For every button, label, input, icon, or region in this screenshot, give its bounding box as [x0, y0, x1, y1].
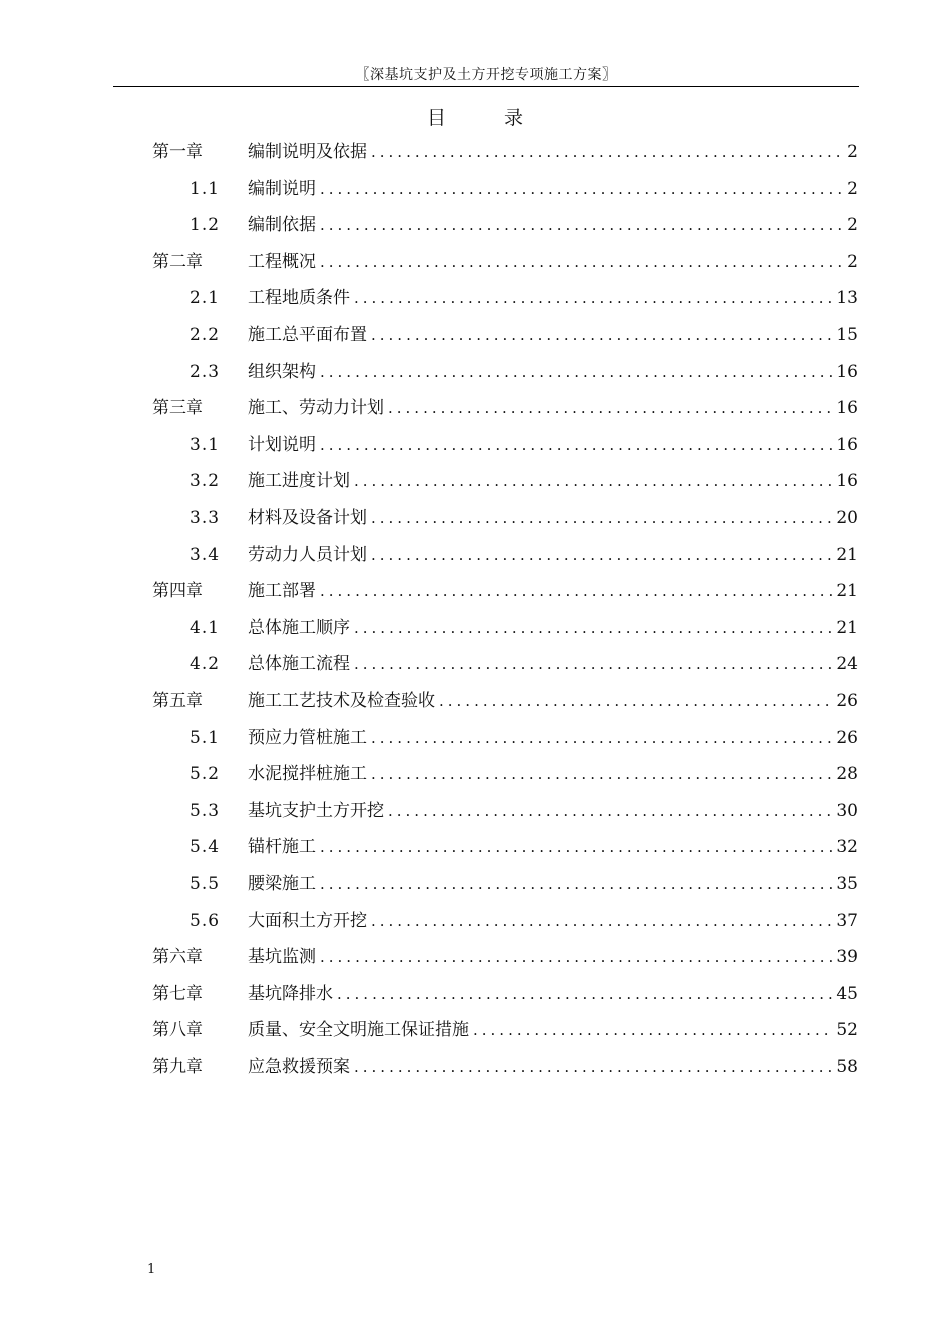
toc-entry[interactable]	[0, 360, 950, 384]
toc-entry-number: 2.1	[190, 288, 221, 309]
toc-entry-line	[248, 982, 858, 1006]
document-header-title: 〖深基坑支护及土方开挖专项施工方案〗	[355, 67, 617, 83]
toc-entry-line	[248, 1055, 858, 1079]
toc-entry-line	[248, 286, 858, 310]
toc-dot-leader	[320, 579, 832, 603]
toc-entry-page: 24	[836, 654, 858, 675]
toc-entry[interactable]	[0, 433, 950, 457]
toc-entry-title: 施工总平面布置	[248, 325, 367, 345]
toc-entry-title: 应急救援预案	[248, 1057, 350, 1077]
toc-entry-title: 组织架构	[248, 361, 316, 382]
toc-entry-page: 26	[836, 727, 858, 748]
toc-entry-line	[248, 323, 858, 347]
toc-entry-line	[248, 140, 858, 164]
toc-entry-line	[248, 360, 858, 384]
toc-entry[interactable]	[0, 323, 950, 347]
toc-entry-line	[248, 543, 858, 567]
toc-dot-leader	[354, 1055, 832, 1079]
toc-entry-number: 2.2	[190, 325, 221, 345]
toc-entry-page: 21	[836, 581, 858, 602]
toc-entry-line	[248, 616, 858, 640]
toc-entry[interactable]	[0, 543, 950, 567]
toc-entry-page: 21	[836, 617, 858, 638]
toc-entry-title: 腰梁施工	[248, 874, 316, 894]
toc-entry-title: 锚杆施工	[248, 837, 316, 858]
toc-dot-leader	[320, 250, 843, 274]
toc-entry-title: 编制依据	[248, 215, 316, 236]
toc-dot-leader	[439, 689, 832, 713]
toc-entry-line	[248, 433, 858, 457]
toc-dot-leader	[320, 945, 832, 969]
toc-entry-page: 21	[836, 544, 858, 565]
toc-entry-page: 39	[836, 947, 858, 968]
toc-entry-page: 13	[836, 288, 858, 309]
toc-entry-title: 基坑降排水	[248, 983, 333, 1004]
toc-entry-number: 第三章	[152, 398, 203, 419]
toc-dot-leader	[320, 835, 832, 859]
toc-entry-title: 水泥搅拌桩施工	[248, 764, 367, 785]
toc-dot-leader	[354, 286, 832, 310]
toc-entry-line	[248, 909, 858, 933]
toc-entry-page: 45	[836, 983, 858, 1004]
toc-dot-leader	[473, 1018, 832, 1042]
toc-entry-title: 工程概况	[248, 251, 316, 272]
toc-entry[interactable]	[0, 469, 950, 493]
toc-entry-title: 劳动力人员计划	[248, 544, 367, 565]
toc-entry-line	[248, 1018, 858, 1042]
toc-entry-page: 20	[836, 508, 858, 528]
toc-entry-number: 5.3	[190, 800, 221, 821]
toc-entry-number: 5.6	[190, 910, 221, 931]
toc-entry-number: 5.2	[190, 764, 221, 785]
toc-entry-title: 预应力管桩施工	[248, 727, 367, 748]
toc-entry[interactable]	[0, 652, 950, 676]
toc-entry-page: 2	[847, 142, 858, 162]
toc-entry[interactable]	[0, 616, 950, 640]
toc-entry-line	[248, 250, 858, 274]
toc-entry-title: 大面积土方开挖	[248, 910, 367, 931]
toc-entry-page: 2	[847, 251, 858, 272]
toc-entry-line	[248, 652, 858, 676]
toc-dot-leader	[354, 652, 832, 676]
toc-title-right: 录	[504, 107, 524, 129]
toc-entry-number: 第二章	[152, 251, 203, 272]
toc-entry-page: 30	[836, 800, 858, 821]
toc-entry-title: 计划说明	[248, 434, 316, 455]
toc-entry-number: 3.4	[190, 544, 221, 565]
toc-entry-title: 编制说明	[248, 178, 316, 199]
toc-dot-leader	[371, 726, 832, 750]
toc-entry-title: 基坑支护土方开挖	[248, 800, 384, 821]
toc-entry-number: 4.1	[190, 617, 221, 638]
toc-entry-title: 材料及设备计划	[248, 508, 367, 528]
toc-entry[interactable]	[0, 726, 950, 750]
toc-entry[interactable]	[0, 213, 950, 237]
toc-entry-page: 58	[836, 1057, 858, 1077]
toc-entry-number: 1.1	[190, 178, 221, 199]
toc-entry-title: 质量、安全文明施工保证措施	[248, 1020, 469, 1041]
toc-entry-number: 第九章	[152, 1057, 203, 1077]
toc-entry[interactable]	[0, 286, 950, 310]
toc-entry[interactable]	[0, 799, 950, 823]
page-number: 1	[147, 1262, 156, 1277]
toc-entry[interactable]	[0, 689, 950, 713]
toc-entry-page: 16	[836, 361, 858, 382]
toc-entry[interactable]	[0, 945, 950, 969]
toc-title	[0, 103, 950, 130]
toc-entry-number: 第七章	[152, 983, 203, 1004]
toc-dot-leader	[371, 909, 832, 933]
toc-entry-title: 施工进度计划	[248, 471, 350, 492]
toc-entry[interactable]	[0, 250, 950, 274]
toc-entry-line	[248, 762, 858, 786]
toc-entry-page: 37	[836, 910, 858, 931]
toc-entry-line	[248, 177, 858, 201]
toc-entry[interactable]	[0, 835, 950, 859]
toc-entry-title: 施工工艺技术及检查验收	[248, 691, 435, 711]
toc-entry-title: 基坑监测	[248, 947, 316, 968]
toc-entry-number: 第一章	[152, 142, 203, 162]
toc-entry-number: 3.3	[190, 508, 221, 528]
toc-entry-line	[248, 872, 858, 896]
toc-entry[interactable]	[0, 177, 950, 201]
toc-entry[interactable]	[0, 909, 950, 933]
toc-dot-leader	[388, 396, 832, 420]
toc-entry-number: 1.2	[190, 215, 221, 236]
toc-entry-line	[248, 469, 858, 493]
toc-dot-leader	[371, 140, 843, 164]
toc-dot-leader	[337, 982, 832, 1006]
toc-dot-leader	[320, 872, 832, 896]
toc-dot-leader	[354, 469, 832, 493]
toc-dot-leader	[388, 799, 832, 823]
toc-entry-number: 5.5	[190, 874, 221, 894]
toc-entry-line	[248, 579, 858, 603]
toc-dot-leader	[354, 616, 832, 640]
toc-entry[interactable]	[0, 140, 950, 164]
toc-entry-page: 16	[836, 471, 858, 492]
toc-entry-page: 2	[847, 215, 858, 236]
toc-entry-page: 16	[836, 398, 858, 419]
toc-entry-title: 施工、劳动力计划	[248, 398, 384, 419]
toc-entry[interactable]	[0, 982, 950, 1006]
toc-entry-line	[248, 396, 858, 420]
toc-entry-title: 编制说明及依据	[248, 142, 367, 162]
toc-entry[interactable]	[0, 506, 950, 530]
toc-entry-title: 总体施工流程	[248, 654, 350, 675]
toc-entry-line	[248, 945, 858, 969]
toc-entry-title: 总体施工顺序	[248, 617, 350, 638]
toc-entry-page: 26	[836, 691, 858, 711]
toc-entry-title: 工程地质条件	[248, 288, 350, 309]
toc-entry[interactable]	[0, 872, 950, 896]
toc-entry-line	[248, 213, 858, 237]
toc-entry[interactable]	[0, 1018, 950, 1042]
toc-entry-page: 16	[836, 434, 858, 455]
toc-entry[interactable]	[0, 1055, 950, 1079]
toc-dot-leader	[320, 360, 832, 384]
toc-entry-page: 28	[836, 764, 858, 785]
toc-entry-page: 52	[836, 1020, 858, 1041]
toc-entry-number: 3.2	[190, 471, 221, 492]
toc-dot-leader	[320, 213, 843, 237]
toc-dot-leader	[320, 433, 832, 457]
toc-entry-number: 3.1	[190, 434, 221, 455]
toc-entry-page: 35	[836, 874, 858, 894]
toc-entry-number: 4.2	[190, 654, 221, 675]
toc-dot-leader	[320, 177, 843, 201]
toc-entry-line	[248, 835, 858, 859]
toc-entry-line	[248, 799, 858, 823]
toc-dot-leader	[371, 323, 832, 347]
toc-entry-number: 2.3	[190, 361, 221, 382]
toc-entry[interactable]	[0, 396, 950, 420]
toc-entry-title: 施工部署	[248, 581, 316, 602]
toc-entry-page: 2	[847, 178, 858, 199]
toc-entry-line	[248, 689, 858, 713]
toc-entry-page: 15	[836, 325, 858, 345]
toc-dot-leader	[371, 506, 832, 530]
header-rule	[113, 86, 859, 87]
toc-entry-number: 5.4	[190, 837, 221, 858]
toc-entry-page: 32	[836, 837, 858, 858]
toc-entry-number: 第五章	[152, 691, 203, 711]
toc-title-left: 目	[426, 107, 446, 129]
toc-dot-leader	[371, 543, 832, 567]
toc-entry-number: 5.1	[190, 727, 221, 748]
toc-entry-line	[248, 506, 858, 530]
toc-entry-number: 第四章	[152, 581, 203, 602]
toc-entry-number: 第八章	[152, 1020, 203, 1041]
toc-entry-line	[248, 726, 858, 750]
toc-entry-number: 第六章	[152, 947, 203, 968]
toc-dot-leader	[371, 762, 832, 786]
toc-entry[interactable]	[0, 579, 950, 603]
toc-entry[interactable]	[0, 762, 950, 786]
